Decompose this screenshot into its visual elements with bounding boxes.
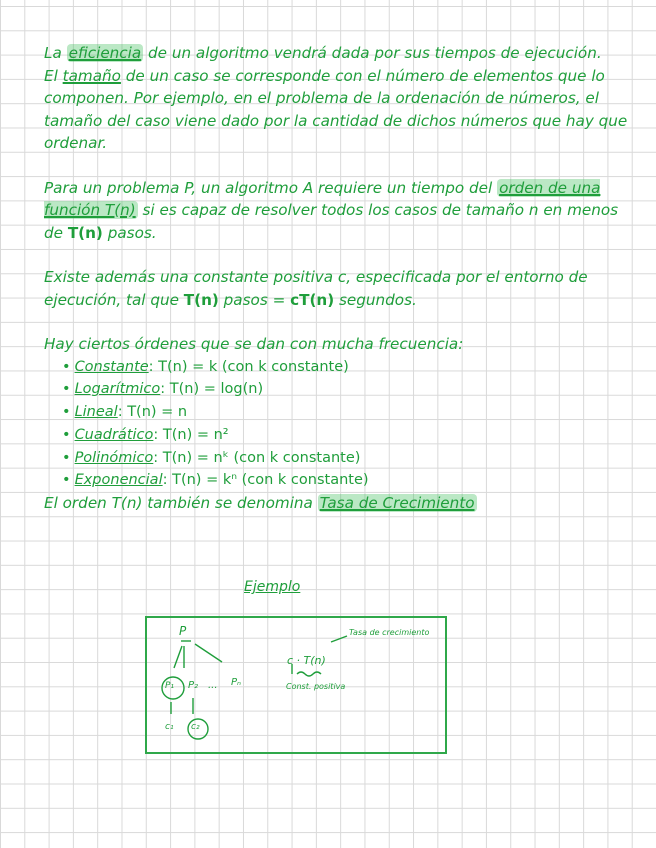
list-item [62,447,634,470]
text: si es capaz de resolver todos los casos de tamaño n en menos de [44,201,619,242]
arrow-rate [331,636,347,642]
text: de un caso se corresponde con el número de elementos que lo componen. Por ejemplo, en el problema de la ordenación de números, el tamaño del caso viene dado por la cantidad de dichos números que hay que ordenar. [44,66,628,152]
order-expr: : T(n) = kⁿ (con k constante) [162,472,369,489]
paragraph-growth-rate [44,492,634,515]
order-name: Exponencial [74,472,163,489]
list-item [62,401,634,424]
node-p2: P₂ [188,680,199,691]
term-orden-funcion: orden de una función T(n) [44,178,601,219]
note-growth-rate: Tasa de crecimiento [349,628,430,637]
term-tasa-crecimiento: Tasa de Crecimiento [319,494,475,513]
order-expr: : T(n) = n² [153,426,229,443]
list-item [62,356,634,379]
order-expr: : T(n) = log(n) [160,381,264,398]
term-tamano: tamaño [62,66,121,85]
spacer [44,155,634,177]
node-pn: Pₙ [231,677,242,688]
paragraph-orders-intro: Hay ciertos órdenes que se dan con mucha frecuencia: [44,335,464,353]
order-name: Constante [74,358,149,375]
text: Existe además una constante positiva c, especificada por el entorno de ejecución, tal que [44,268,588,309]
paragraph-constant [44,266,634,311]
formula: cT(n) [290,290,335,309]
node-p1: P₁ [165,681,175,691]
diagram-formula: c · T(n) [287,654,326,667]
order-expr: : T(n) = k (con k constante) [148,358,349,375]
paragraph-size [44,65,634,155]
order-name: Lineal [74,404,118,421]
diagram-dots: ... [208,680,218,691]
node-c1: c₁ [165,722,174,732]
text: de un algoritmo vendrá dada por sus tiempos de ejecución. [143,44,602,62]
paragraph-efficiency [44,42,634,65]
squiggle-formula [297,672,321,676]
text: Para un problema P, un algoritmo A requiere un tiempo del [44,178,493,197]
example-diagram-box [145,616,447,754]
list-item [62,424,634,447]
text: pasos. [102,223,157,242]
spacer [44,311,634,333]
order-name: Polinómico [74,449,154,466]
spacer [44,244,634,266]
order-name: Cuadrático [74,426,154,443]
order-expr: : T(n) = nᵏ (con k constante) [153,449,361,466]
orders-list [44,356,634,493]
paragraph-order [44,177,634,245]
term-eficiencia: eficiencia [68,44,142,62]
formula: T(n) [67,223,103,242]
edge-root-p1 [174,646,182,668]
list-item [62,469,634,492]
text: pasos = [218,290,291,309]
example-title: Ejemplo [244,579,301,595]
formula: T(n) [183,290,219,309]
list-item [62,378,634,401]
text: La [44,44,67,62]
text: El orden T(n) también se denomina [44,494,318,513]
text: segundos. [334,290,417,309]
text: El [44,66,63,85]
edge-root-pn [195,644,222,662]
node-c2: c₂ [191,722,200,732]
order-name: Logarítmico [74,381,161,398]
node-root: P [179,624,187,638]
note-positive-constant: Const. positiva [286,682,346,691]
order-expr: : T(n) = n [117,404,188,421]
notes-page [44,42,634,515]
